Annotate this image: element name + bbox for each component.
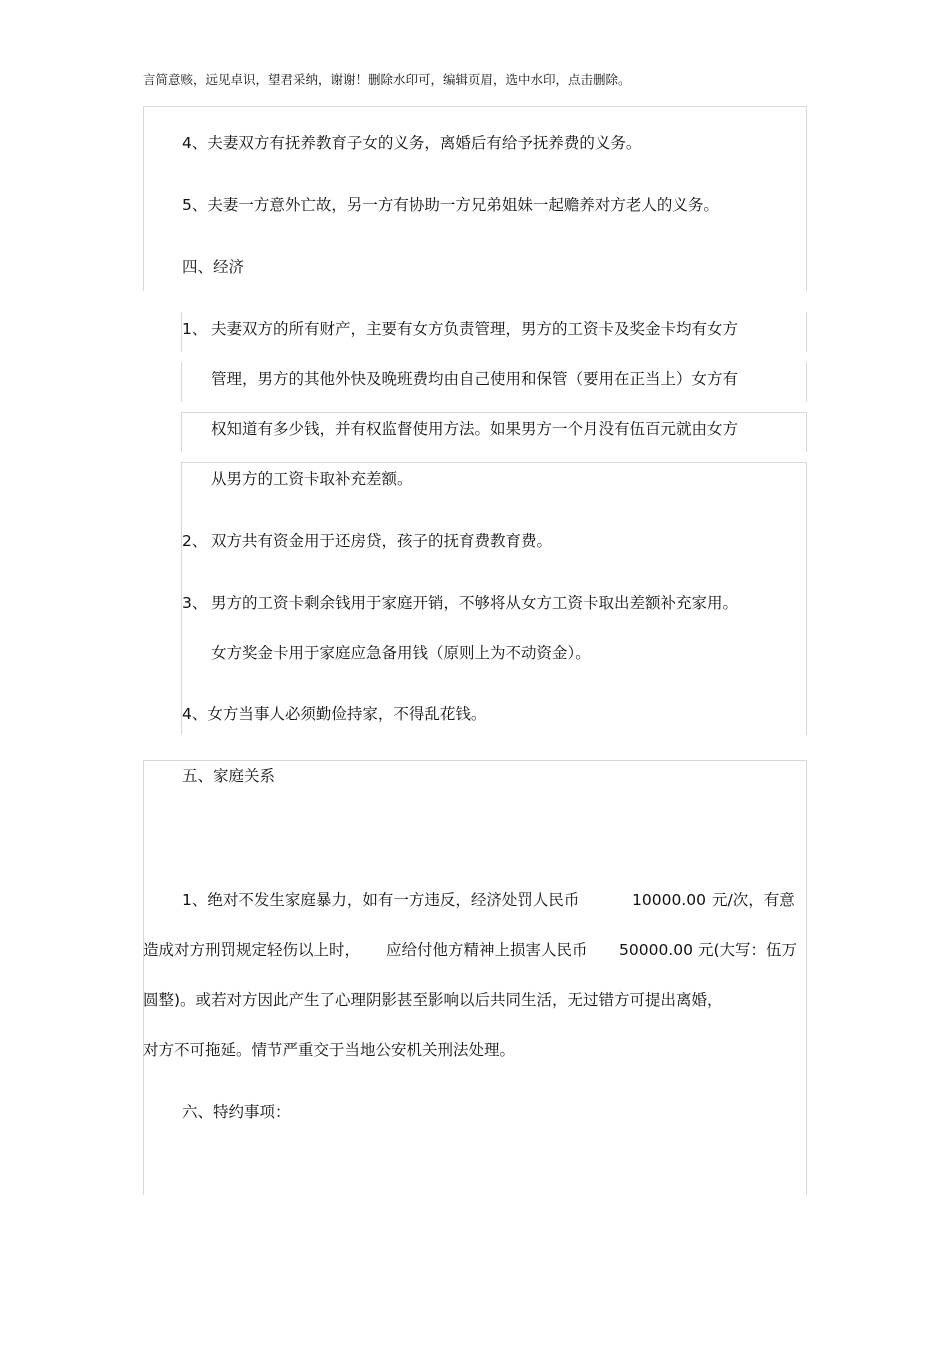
paragraph: 4、夫妻双方有抚养教育子女的义务，离婚后有给予抚养费的义务。 xyxy=(182,134,642,152)
paragraph-line: 元/次，有意 xyxy=(712,891,795,909)
frame-line xyxy=(143,760,807,761)
paragraph-line: 管理，男方的其他外快及晚班费均由自己使用和保管（要用在正当上）女方有 xyxy=(211,370,739,388)
paragraph-line: 男方的工资卡剩余钱用于家庭开销，不够将从女方工资卡取出差额补充家用。 xyxy=(211,594,739,612)
frame-right-line xyxy=(806,106,807,291)
paragraph: 5、夫妻一方意外亡故，另一方有协助一方兄弟姐妹一起赡养对方老人的义务。 xyxy=(182,196,719,214)
paragraph-line: 圆整)。或若对方因此产生了心理阴影甚至影响以后共同生活，无过错方可提出离婚， xyxy=(143,991,723,1009)
frame-line xyxy=(806,312,807,352)
list-number: 3、 xyxy=(182,594,208,612)
frame-line xyxy=(806,760,807,1195)
paragraph: 双方共有资金用于还房贷，孩子的抚育费教育费。 xyxy=(211,532,553,550)
paragraph-line: 应给付他方精神上损害人民币 xyxy=(386,941,588,959)
list-number: 1、 xyxy=(182,320,208,338)
frame-line xyxy=(806,412,807,452)
frame-line xyxy=(143,760,144,1195)
section-heading: 五、家庭关系 xyxy=(182,767,276,785)
paragraph-line: 造成对方刑罚规定轻伤以上时， xyxy=(143,941,361,959)
paragraph-line: 女方奖金卡用于家庭应急备用钱（原则上为不动资金）。 xyxy=(211,644,591,662)
amount-value: 50000.00 xyxy=(619,941,693,959)
section-heading: 四、经济 xyxy=(182,258,245,276)
paragraph-line: 对方不可拖延。情节严重交于当地公安机关刑法处理。 xyxy=(143,1041,516,1059)
frame-line xyxy=(181,412,182,452)
frame-line xyxy=(181,362,182,402)
frame-line xyxy=(806,462,807,735)
amount-value: 10000.00 xyxy=(632,891,706,909)
paragraph-line: 夫妻双方的所有财产，主要有女方负责管理，男方的工资卡及奖金卡均有女方 xyxy=(211,320,739,338)
frame-line xyxy=(806,362,807,402)
watermark-notice: 言简意赅，远见卓识，望君采纳，谢谢！删除水印可，编辑页眉，选中水印，点击删除。 xyxy=(143,72,631,87)
section-heading: 六、特约事项： xyxy=(182,1103,291,1121)
paragraph-line: 元(大写：伍万 xyxy=(698,941,798,959)
frame-line xyxy=(181,412,807,413)
paragraph-line: 1、绝对不发生家庭暴力，如有一方违反，经济处罚人民币 xyxy=(182,891,580,909)
list-number: 2、 xyxy=(182,532,208,550)
paragraph-line: 权知道有多少钱，并有权监督使用方法。如果男方一个月没有伍百元就由女方 xyxy=(211,420,739,438)
frame-line xyxy=(181,462,807,463)
paragraph-line: 从男方的工资卡取补充差额。 xyxy=(211,470,413,488)
frame-top-line xyxy=(143,106,807,107)
frame-left-line xyxy=(143,106,144,291)
paragraph: 4、女方当事人必须勤俭持家，不得乱花钱。 xyxy=(182,705,487,723)
